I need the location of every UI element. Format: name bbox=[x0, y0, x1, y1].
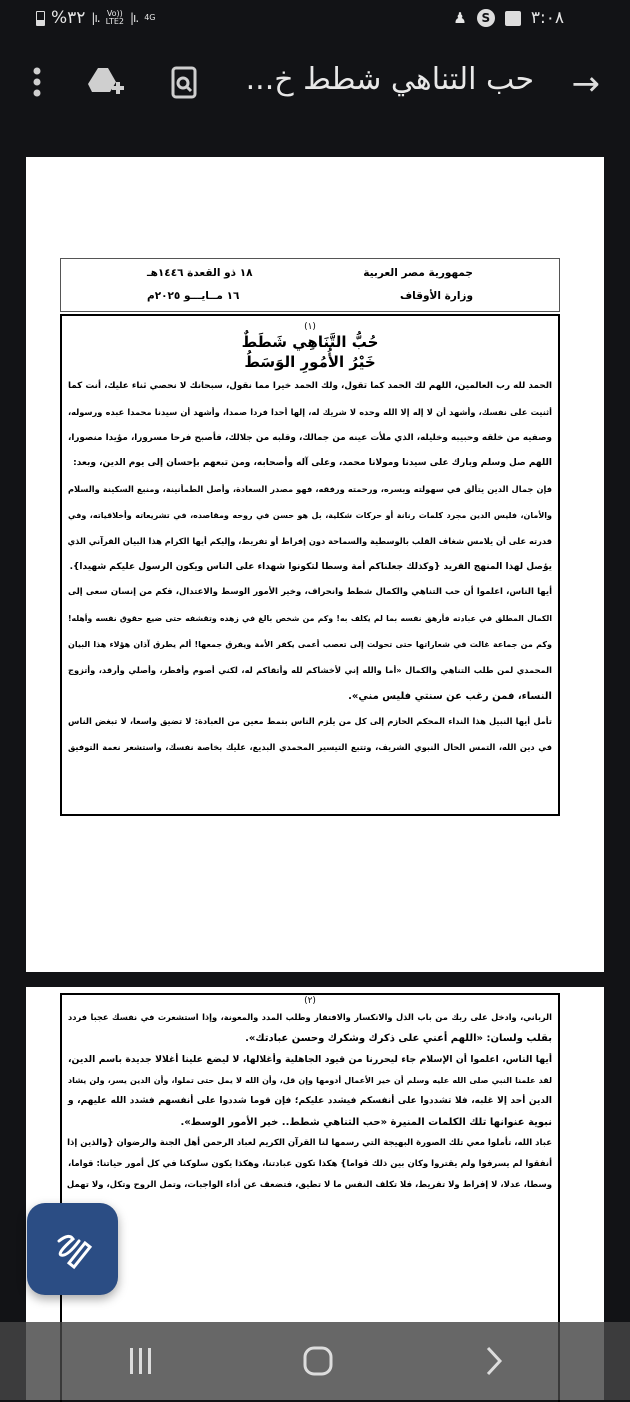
text-line: الرباني، وادخل على ربك من باب الذل والانكسار والافتقار وطلب المدد والمعونة، وإذا استشعرت في نفسك عجبا فردد bbox=[68, 1012, 552, 1022]
text-line: وسطا، عدلا، لا إفراط ولا تفريط، فلا تكلف النفس ما لا تطيق، فتضعف عن أداء الواجبات، وتمل الروح وتكل، ولا تهمل bbox=[66, 1180, 552, 1190]
signal-icon: |ı. bbox=[130, 11, 139, 25]
network-type: 4G bbox=[144, 13, 156, 22]
text-line: النساء، فمن رغب عن سنتي فليس مني». bbox=[348, 690, 552, 702]
back-arrow-icon[interactable]: → bbox=[571, 64, 600, 104]
hijri-date: ١٨ ذو القعدة ١٤٤٦هـ bbox=[147, 267, 253, 279]
sermon-body bbox=[60, 314, 560, 816]
text-line: عباد الله، تأملوا معي تلك الصورة البهيجة التي رسمها لنا القرآن الكريم لعباد الرحمن أهل الجنة والرضوان {والذين إذا bbox=[67, 1138, 552, 1148]
gallery-icon bbox=[505, 11, 521, 26]
vpn-icon: ♟ bbox=[453, 9, 467, 27]
page-number: (٢) bbox=[304, 996, 316, 1006]
signal-icon: |ı. bbox=[91, 11, 100, 25]
country-name: جمهورية مصر العربية bbox=[363, 267, 473, 279]
text-line: المحمدي لمن طلب التناهي والكمال «أما والله إني لأخشاكم لله وأتقاكم له، لكني أصوم وأفطر، وأصلي وأرقد، وأتزوج bbox=[68, 664, 552, 675]
text-line: تأمل أيها النبيل هذا النداء المحكم الحازم إلى كل من يلزم الناس بنمط معين من العبادة: لا تضيق واسعا، لا تبغض الناس bbox=[68, 716, 552, 727]
text-line: والأمان، فليس الدين مجرد كلمات رنانة أو حركات شكلية، بل هو حسن في روحه ومقاصده، في تشريعاته وأخلاقياته، وفي bbox=[68, 510, 552, 520]
draw-edit-icon bbox=[27, 1203, 118, 1295]
text-line: بقلب ولسان: «اللهم أعني على ذكرك وشكرك وحسن عبادتك». bbox=[245, 1033, 552, 1044]
text-line: وكم من جماعة غالت في شعاراتها حتى تحولت إلى تعصب أعمى يكفر الأمة ويفرق جمعها! ألم يطرق آذان هؤلاء هذا البيان bbox=[68, 639, 552, 649]
annotate-button[interactable] bbox=[27, 1203, 118, 1295]
status-bar bbox=[0, 0, 630, 40]
text-line: لقد علمنا النبي صلى الله عليه وسلم أن خير الأعمال أدومها وإن قل، وأن الله لا يمل حتى تملوا، وأن الدين يسر، ولن يشاد bbox=[68, 1076, 552, 1085]
text-line: وصفيه من خلقه وحبيبه وخليله، الذي ملأت عينه من جمالك، وقلبه من جلالك، فأصبح فرحا مسرورا، مؤيدا منصورا، bbox=[68, 432, 552, 443]
clock: ٣:٠٨ bbox=[530, 8, 564, 28]
text-line: أنفقوا لم يسرفوا ولم يقتروا وكان بين ذلك قواما} هكذا تكون عبادتنا، وهكذا يكون سلوكنا في كل أمور حياتنا: قواما، bbox=[68, 1159, 552, 1169]
page-number: (١) bbox=[304, 322, 316, 332]
text-line: اللهم صل وسلم وبارك على سيدنا ومولانا محمد، وعلى آله وأصحابه، ومن تبعهم بإحسان إلى يوم الدين، وبعد: bbox=[73, 458, 552, 469]
text-line: الكمال المطلق في عبادته فأرهق نفسه بما لم يكلف به! وكم من شخص بالغ في زهده وتقشفه حتى ضيع حقوق نفسه وأهله! bbox=[68, 614, 552, 624]
app-bar bbox=[0, 52, 630, 114]
s-app-icon: S bbox=[477, 9, 495, 27]
pdf-page-1 bbox=[26, 157, 604, 972]
sermon-title: حُبُّ التَّنَاهِي شَطَطٌ bbox=[241, 333, 379, 351]
gregorian-date: ١٦ مــايـــو ٢٠٢٥م bbox=[147, 290, 240, 302]
text-line: يؤصل لهذا المنهج الفريد {وكذلك جعلناكم أمة وسطا لتكونوا شهداء على الناس ويكون الرسول عليكم شهيدا}. bbox=[69, 561, 552, 572]
text-line: في دين الله، التمس الحال النبوي الشريف، وتتبع التيسير المحمدي البديع، عليك بخاصة نفسك، واستشعر نعمة التوفيق bbox=[68, 742, 552, 753]
drive-add-icon[interactable] bbox=[86, 66, 126, 100]
lte-indicator: Vo)) LTE2 bbox=[105, 9, 125, 26]
document-header bbox=[60, 258, 560, 312]
document-title: حب التناهي شطط خ... bbox=[245, 62, 534, 97]
text-line: قدرته على أن يلامس شغاف القلب بالوسطية والسماحة دون إفراط أو تفريط، وإليكم أيها الكرام هذا البيان القرآني الذي bbox=[67, 535, 552, 546]
battery-icon bbox=[36, 11, 45, 26]
more-vertical-icon[interactable] bbox=[32, 66, 42, 100]
text-line: نبوية عنوانها تلك الكلمات المنيرة «حب التناهي شطط.. خير الأمور الوسط». bbox=[180, 1117, 552, 1128]
home-icon[interactable] bbox=[302, 1346, 334, 1376]
text-line: فإن جمال الدين يتألق في سهولته ويسره، ورحمته ورفقه، فهو مصدر السعادة، وأصل الطمأنينة، ومنبع السكينة والسلام bbox=[68, 484, 552, 495]
text-line: أثنيت على نفسك، وأشهد أن لا إله إلا الله وحده لا شريك له، إلها أحدا فردا صمدا، وأشهد أن سيدنا محمدا عبده ورسوله، bbox=[68, 406, 552, 417]
text-line: أيها الناس، اعلموا أن حب التناهي والكمال شطط وانحراف، وخير الأمور الوسط والاعتدال، فكم من إنسان سعى إلى bbox=[68, 587, 552, 598]
battery-level: %٣٢ bbox=[51, 8, 86, 28]
recent-apps-icon[interactable] bbox=[128, 1346, 154, 1376]
text-line: الدين أحد إلا غلبه، فلا تشددوا على أنفسكم فيشدد عليكم؛ فإن قوما شددوا على أنفسهم فشدد الله عليهم، و bbox=[68, 1096, 552, 1106]
text-line: الحمد لله رب العالمين، اللهم لك الحمد كما تقول، ولك الحمد خيرا مما نقول، سبحانك لا نحصي ثناء عليك، أنت كما bbox=[68, 381, 552, 391]
navigation-bar bbox=[0, 1322, 630, 1400]
sermon-subtitle: خَيْرُ الأُمُورِ الوَسَطُ bbox=[244, 353, 376, 371]
back-icon[interactable] bbox=[484, 1346, 504, 1376]
search-document-icon[interactable] bbox=[170, 66, 198, 100]
text-line: أيها الناس، اعلموا أن الإسلام جاء ليحررنا من قيود الجاهلية وأغلالها، لا ليضع علينا أغلالا جديدة باسم الدين، bbox=[68, 1054, 552, 1065]
ministry-name: وزارة الأوقاف bbox=[399, 290, 473, 302]
